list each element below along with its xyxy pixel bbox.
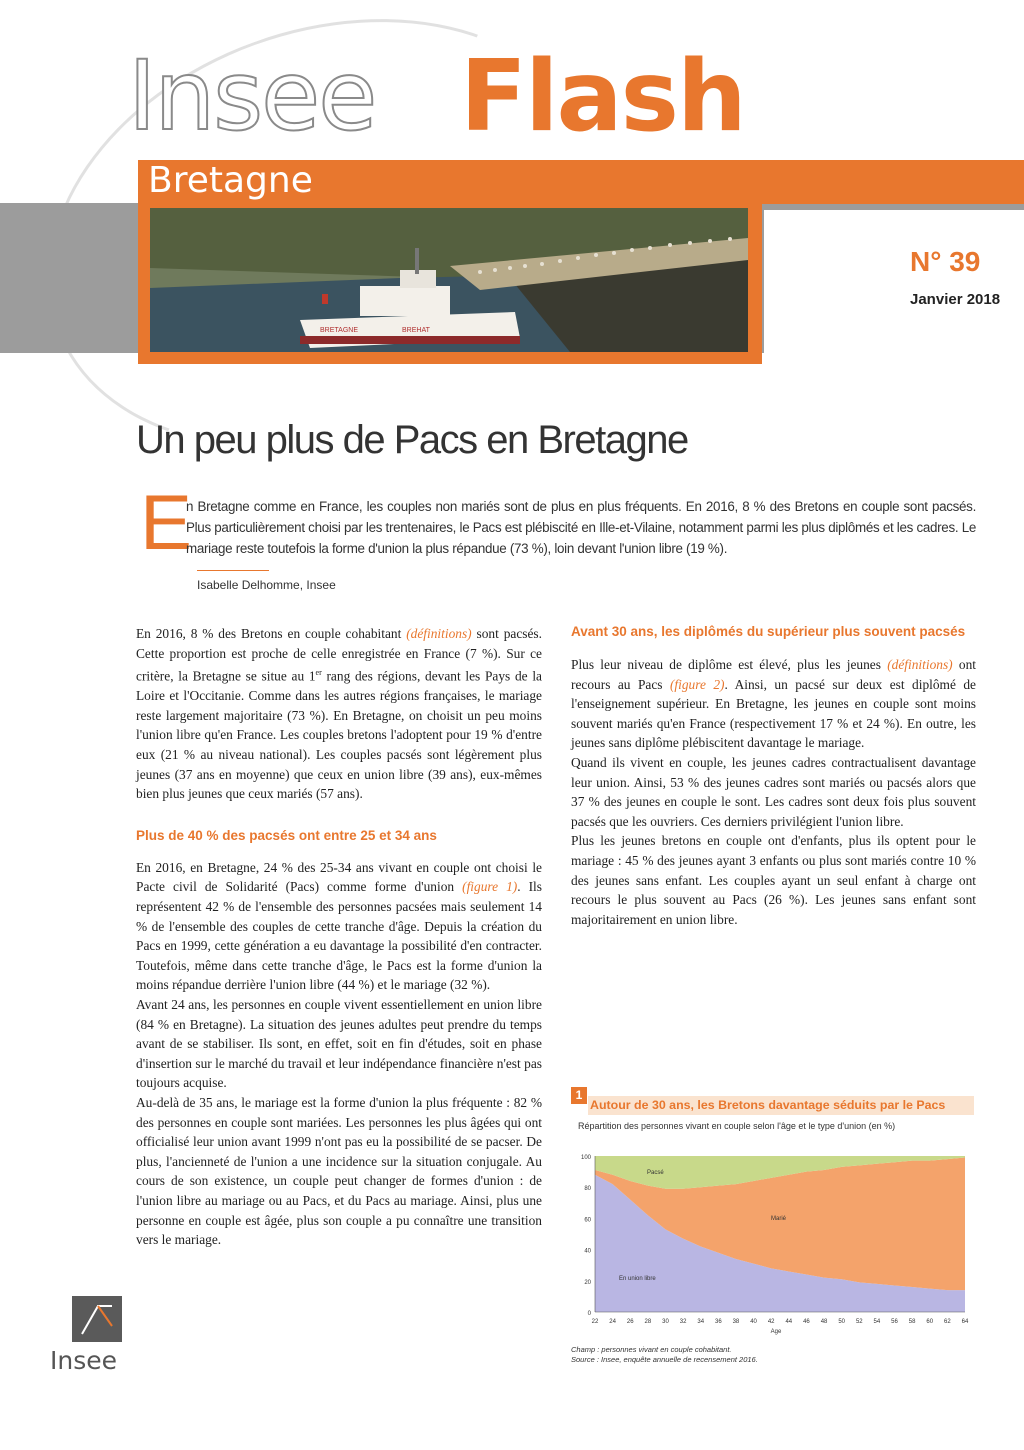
x-tick-label: 34 — [697, 1319, 705, 1325]
lead-paragraph: n Bretagne comme en France, les couples non mariés sont de plus en plus fréquents. En 2016, 8 % des Bretons en couple sont pacsés. Plus particulièrement choisi par les trentenaires, le Pacs est plébiscité en Ille-et-Vilaine, notamment parmi les plus diplômés et les cadres. Le mariage reste toutefois la forme d'union la plus répandue (73 %), loin devant l'union libre (19 %). — [186, 499, 976, 556]
series-label-0: En union libre — [619, 1276, 656, 1282]
y-tick-label: 60 — [584, 1217, 591, 1224]
x-tick-label: 50 — [838, 1319, 846, 1325]
col1-paragraph-3: Avant 24 ans, les personnes en couple vivent essentiellement en union libre (84 % en Bretagne). La situation des jeunes adultes peut prendre du temps avant de se stabiliser. Ils sont, en effet, soit en fin d'études, soit en phase d'insertion sur le marché du travail et leur indépendance financière n'est pas toujours acquise. — [136, 996, 542, 1091]
x-tick-label: 58 — [908, 1319, 916, 1325]
logo-flash-text: Flash — [460, 40, 745, 154]
byline: Isabelle Delhomme, Insee — [197, 578, 336, 592]
drop-cap: E — [140, 478, 193, 566]
y-tick-label: 20 — [584, 1279, 591, 1286]
x-tick-label: 64 — [961, 1319, 969, 1325]
x-tick-label: 44 — [785, 1319, 793, 1325]
figure-notes — [571, 1345, 971, 1365]
x-tick-label: 26 — [626, 1319, 634, 1325]
x-tick-label: 42 — [767, 1319, 775, 1325]
figure-champ: Champ : personnes vivant en couple cohabitant. — [571, 1345, 732, 1354]
col2-paragraph-2: Quand ils vivent en couple, les jeunes cadres contractualisent davantage leur union. Ainsi, 53 % des jeunes cadres sont mariés ou pacsés alors que 37 % des jeunes en couple le sont. Les cadres sont deux fois plus souvent pacsés que les ouvriers. Ces derniers privilégient l'union libre. — [571, 754, 976, 829]
cover-photo — [150, 208, 748, 352]
x-tick-label: 56 — [891, 1319, 898, 1325]
x-tick-label: 22 — [591, 1319, 599, 1325]
column-left — [136, 624, 542, 1250]
x-tick-label: 24 — [609, 1319, 616, 1325]
x-tick-label: 30 — [662, 1319, 669, 1325]
col2-paragraph-1: Plus leur niveau de diplôme est élevé, plus les jeunes (définitions) ont recours au Pacs (figure 2). Ainsi, un pacsé sur deux est diplômé de l'enseignement supérieur. En Bretagne, les jeunes en couple sont moins souvent mariés qu'en France (respectivement 17 % et 24 %). En outre, les jeunes sans diplôme plébiscitent davantage le mariage. — [571, 657, 977, 751]
issue-number: N° 39 — [910, 246, 981, 277]
col1-paragraph-4: Au-delà de 35 ans, le mariage est la forme d'union la plus fréquente : 82 % des personnes en couple sont mariées. Les personnes les plus âgées qui ont officialisé leur union avant 1999 n'ont pas eu la possibilité de se pacser. De plus, l'ancienneté de l'union a une incidence sur la situation conjugale. Au cours de son existence, un couple peut changer de formes d'union : de l'union libre au mariage ou au Pacs, et du Pacs au mariage. Ainsi, plus une personne en couple est âgée, plus son couple a pu connaître une transition vers le mariage. — [136, 1094, 542, 1248]
x-tick-label: 48 — [820, 1319, 828, 1325]
insee-footer-logo-text: Insee — [50, 1346, 118, 1375]
column-right — [571, 622, 976, 929]
link-figure-1[interactable]: (figure 1) — [462, 879, 518, 895]
section-heading-pacses: Plus de 40 % des pacsés ont entre 25 et 34 ans — [136, 827, 437, 843]
byline-divider — [197, 570, 269, 571]
region-label: Bretagne — [148, 160, 313, 201]
figure-title: Autour de 30 ans, les Bretons davantage séduits par le Pacs — [588, 1096, 974, 1115]
x-tick-label: 62 — [944, 1319, 951, 1325]
link-definitions[interactable]: (définitions) — [406, 626, 472, 641]
y-tick-label: 40 — [584, 1248, 591, 1255]
x-tick-label: 32 — [679, 1319, 687, 1325]
col1-paragraph-2: En 2016, en Bretagne, 24 % des 25-34 ans vivant en couple ont choisi le Pacte civil de Solidarité (Pacs) comme forme d'union (figure 1). Ils représentent 42 % de l'ensemble des personnes pacsées mais seulement 14 % de l'ensemble des couples de cette tranche d'âge. Depuis la création du Pacs en 1999, cette génération a eu davantage la possibilité d'en contracter. Toutefois, même dans cette tranche d'âge, le Pacs est la forme d'union la moins répandue derrière l'union libre (44 %) et le mariage (32 %). — [136, 859, 542, 993]
insee-footer-logo-icon — [72, 1296, 122, 1342]
figure-number: 1 — [571, 1087, 587, 1104]
issue-box — [764, 210, 1024, 353]
col1-paragraph-1: En 2016, 8 % des Bretons en couple cohabitant (définitions) sont pacsés. Cette proportion est proche de celle enregistrée en France (7 %). Sur ce critère, la Bretagne se situe au 1er rang des régions, devant les Pays de la Loire et l'Occitanie. Comme dans les autres régions françaises, le mariage reste largement majoritaire (73 %). En Bretagne, on choisit un peu moins l'union libre qu'en France. Les couples bretons l'adoptent pour 19 % d'entre eux (21 % au niveau national). Les couples pacsés sont légèrement plus jeunes (37 ans en moyenne) que ceux en union libre (39 ans), eux-mêmes bien plus jeunes que ceux mariés (57 ans). — [136, 626, 542, 802]
x-tick-label: 60 — [926, 1319, 934, 1325]
col2-paragraph-3: Plus les jeunes bretons en couple ont d'enfants, plus ils optent pour le mariage : 45 % des jeunes ayant 3 enfants ou plus sont mariés contre 10 % des jeunes sans enfant. Les couples ayant un seul enfant à charge ont recours le plus souvent au Pacs (26 %). Les jeunes sans enfant sont majoritairement en union libre. — [571, 833, 976, 927]
chart-area-union-type — [571, 1148, 976, 1344]
boat-name-2: BREHAT — [402, 327, 430, 334]
cover-photo-illustration — [150, 208, 748, 352]
boat-name-1: BRETAGNE — [320, 327, 358, 334]
link-definitions-2[interactable]: (définitions) — [887, 657, 953, 672]
figure-source: Source : Insee, enquête annuelle de recensement 2016. — [571, 1355, 758, 1364]
series-label-1: Marié — [771, 1216, 787, 1222]
x-tick-label: 46 — [803, 1319, 810, 1325]
y-tick-label: 100 — [580, 1155, 591, 1161]
x-tick-label: 54 — [873, 1319, 881, 1325]
issue-date: Janvier 2018 — [910, 291, 1001, 308]
section-heading-diplomes: Avant 30 ans, les diplômés du supérieur plus souvent pacsés — [571, 624, 966, 639]
series-label-2: Pacsé — [647, 1170, 664, 1176]
y-tick-label: 80 — [584, 1186, 591, 1193]
page-title: Un peu plus de Pacs en Bretagne — [136, 418, 688, 462]
logo-insee-text: Insee — [128, 40, 376, 152]
figure-subtitle: Répartition des personnes vivant en couple selon l'âge et le type d'union (en %) — [578, 1121, 896, 1131]
y-tick-label: 0 — [587, 1311, 591, 1317]
x-tick-label: 52 — [855, 1319, 863, 1325]
x-tick-label: 38 — [732, 1319, 740, 1325]
x-tick-label: 40 — [750, 1319, 757, 1325]
x-axis-label: Age — [770, 1329, 782, 1335]
x-tick-label: 28 — [644, 1319, 652, 1325]
link-figure-2[interactable]: (figure 2) — [669, 676, 725, 692]
x-tick-label: 36 — [714, 1319, 722, 1325]
